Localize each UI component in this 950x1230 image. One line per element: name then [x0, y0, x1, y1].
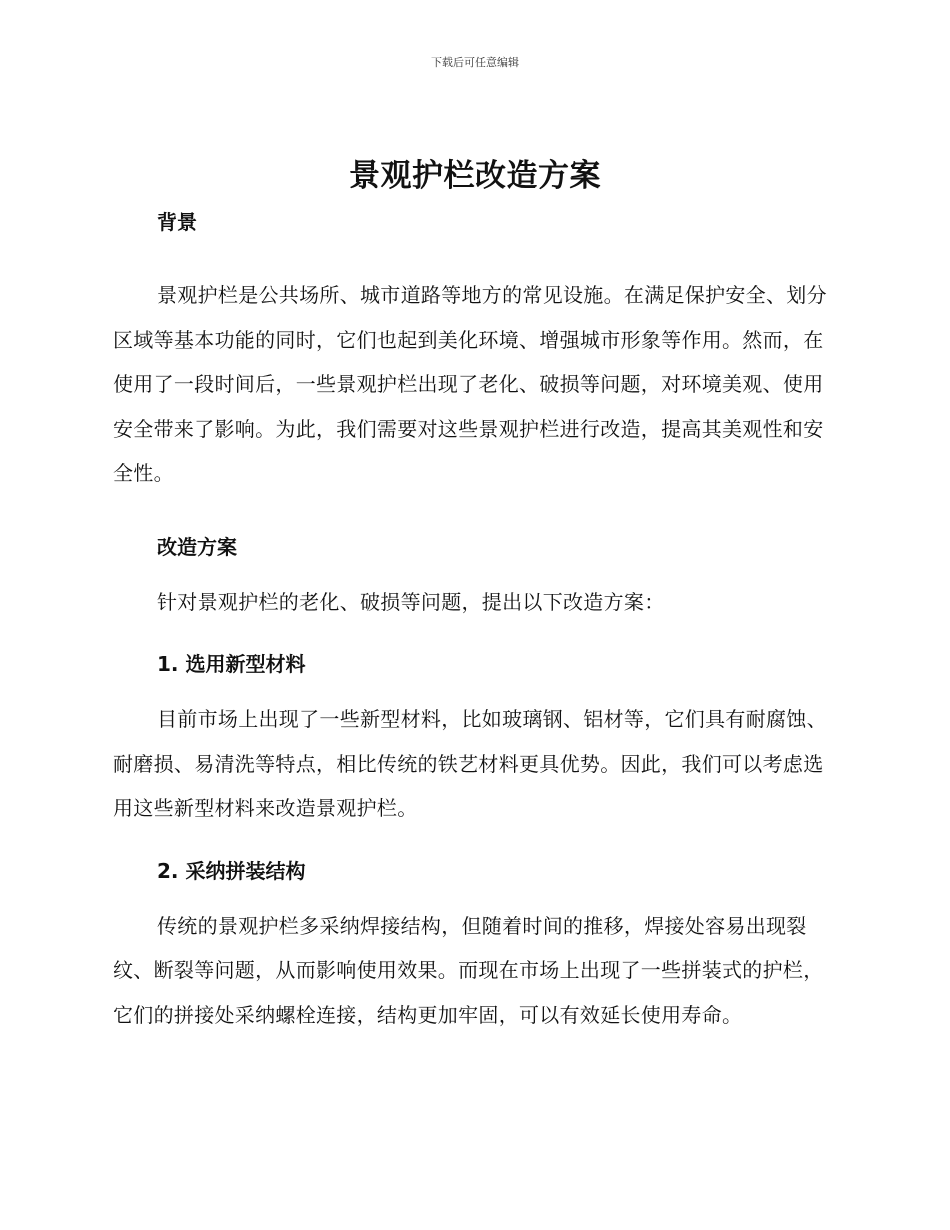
document-body [113, 202, 833, 1037]
section-heading-plan: 改造方案 [157, 534, 237, 559]
section-heading-item-2: 2. 采纳拼装结构 [157, 858, 306, 883]
background-paragraph: 景观护栏是公共场所、城市道路等地方的常见设施。在满足保护安全、划分区域等基本功能的同时，它们也起到美化环境、增强城市形象等作用。然而，在使用了一段时间后，一些景观护栏出现了老化、破损等问题，对环境美观、使用安全带来了影响。为此，我们需要对这些景观护栏进行改造，提高其美观性和安全性。 [113, 283, 827, 485]
document-title: 景观护栏改造方案 [349, 158, 601, 194]
item-1-paragraph: 目前市场上出现了一些新型材料，比如玻璃钢、铝材等，它们具有耐腐蚀、耐磨损、易清洗等特点，相比传统的铁艺材料更具优势。因此，我们可以考虑选用这些新型材料来改造景观护栏。 [113, 707, 827, 820]
section-heading-item-1: 1. 选用新型材料 [157, 652, 306, 676]
plan-intro-paragraph: 针对景观护栏的老化、破损等问题，提出以下改造方案： [157, 589, 665, 614]
header-note: 下载后可任意编辑 [431, 56, 519, 69]
item-2-paragraph: 传统的景观护栏多采纳焊接结构，但随着时间的推移，焊接处容易出现裂纹、断裂等问题，从而影响使用效果。而现在市场上出现了一些拼装式的护栏，它们的拼接处采纳螺栓连接，结构更加牢固，可以有效延长使用寿命。 [113, 913, 824, 1027]
section-heading-background: 背景 [157, 210, 197, 234]
